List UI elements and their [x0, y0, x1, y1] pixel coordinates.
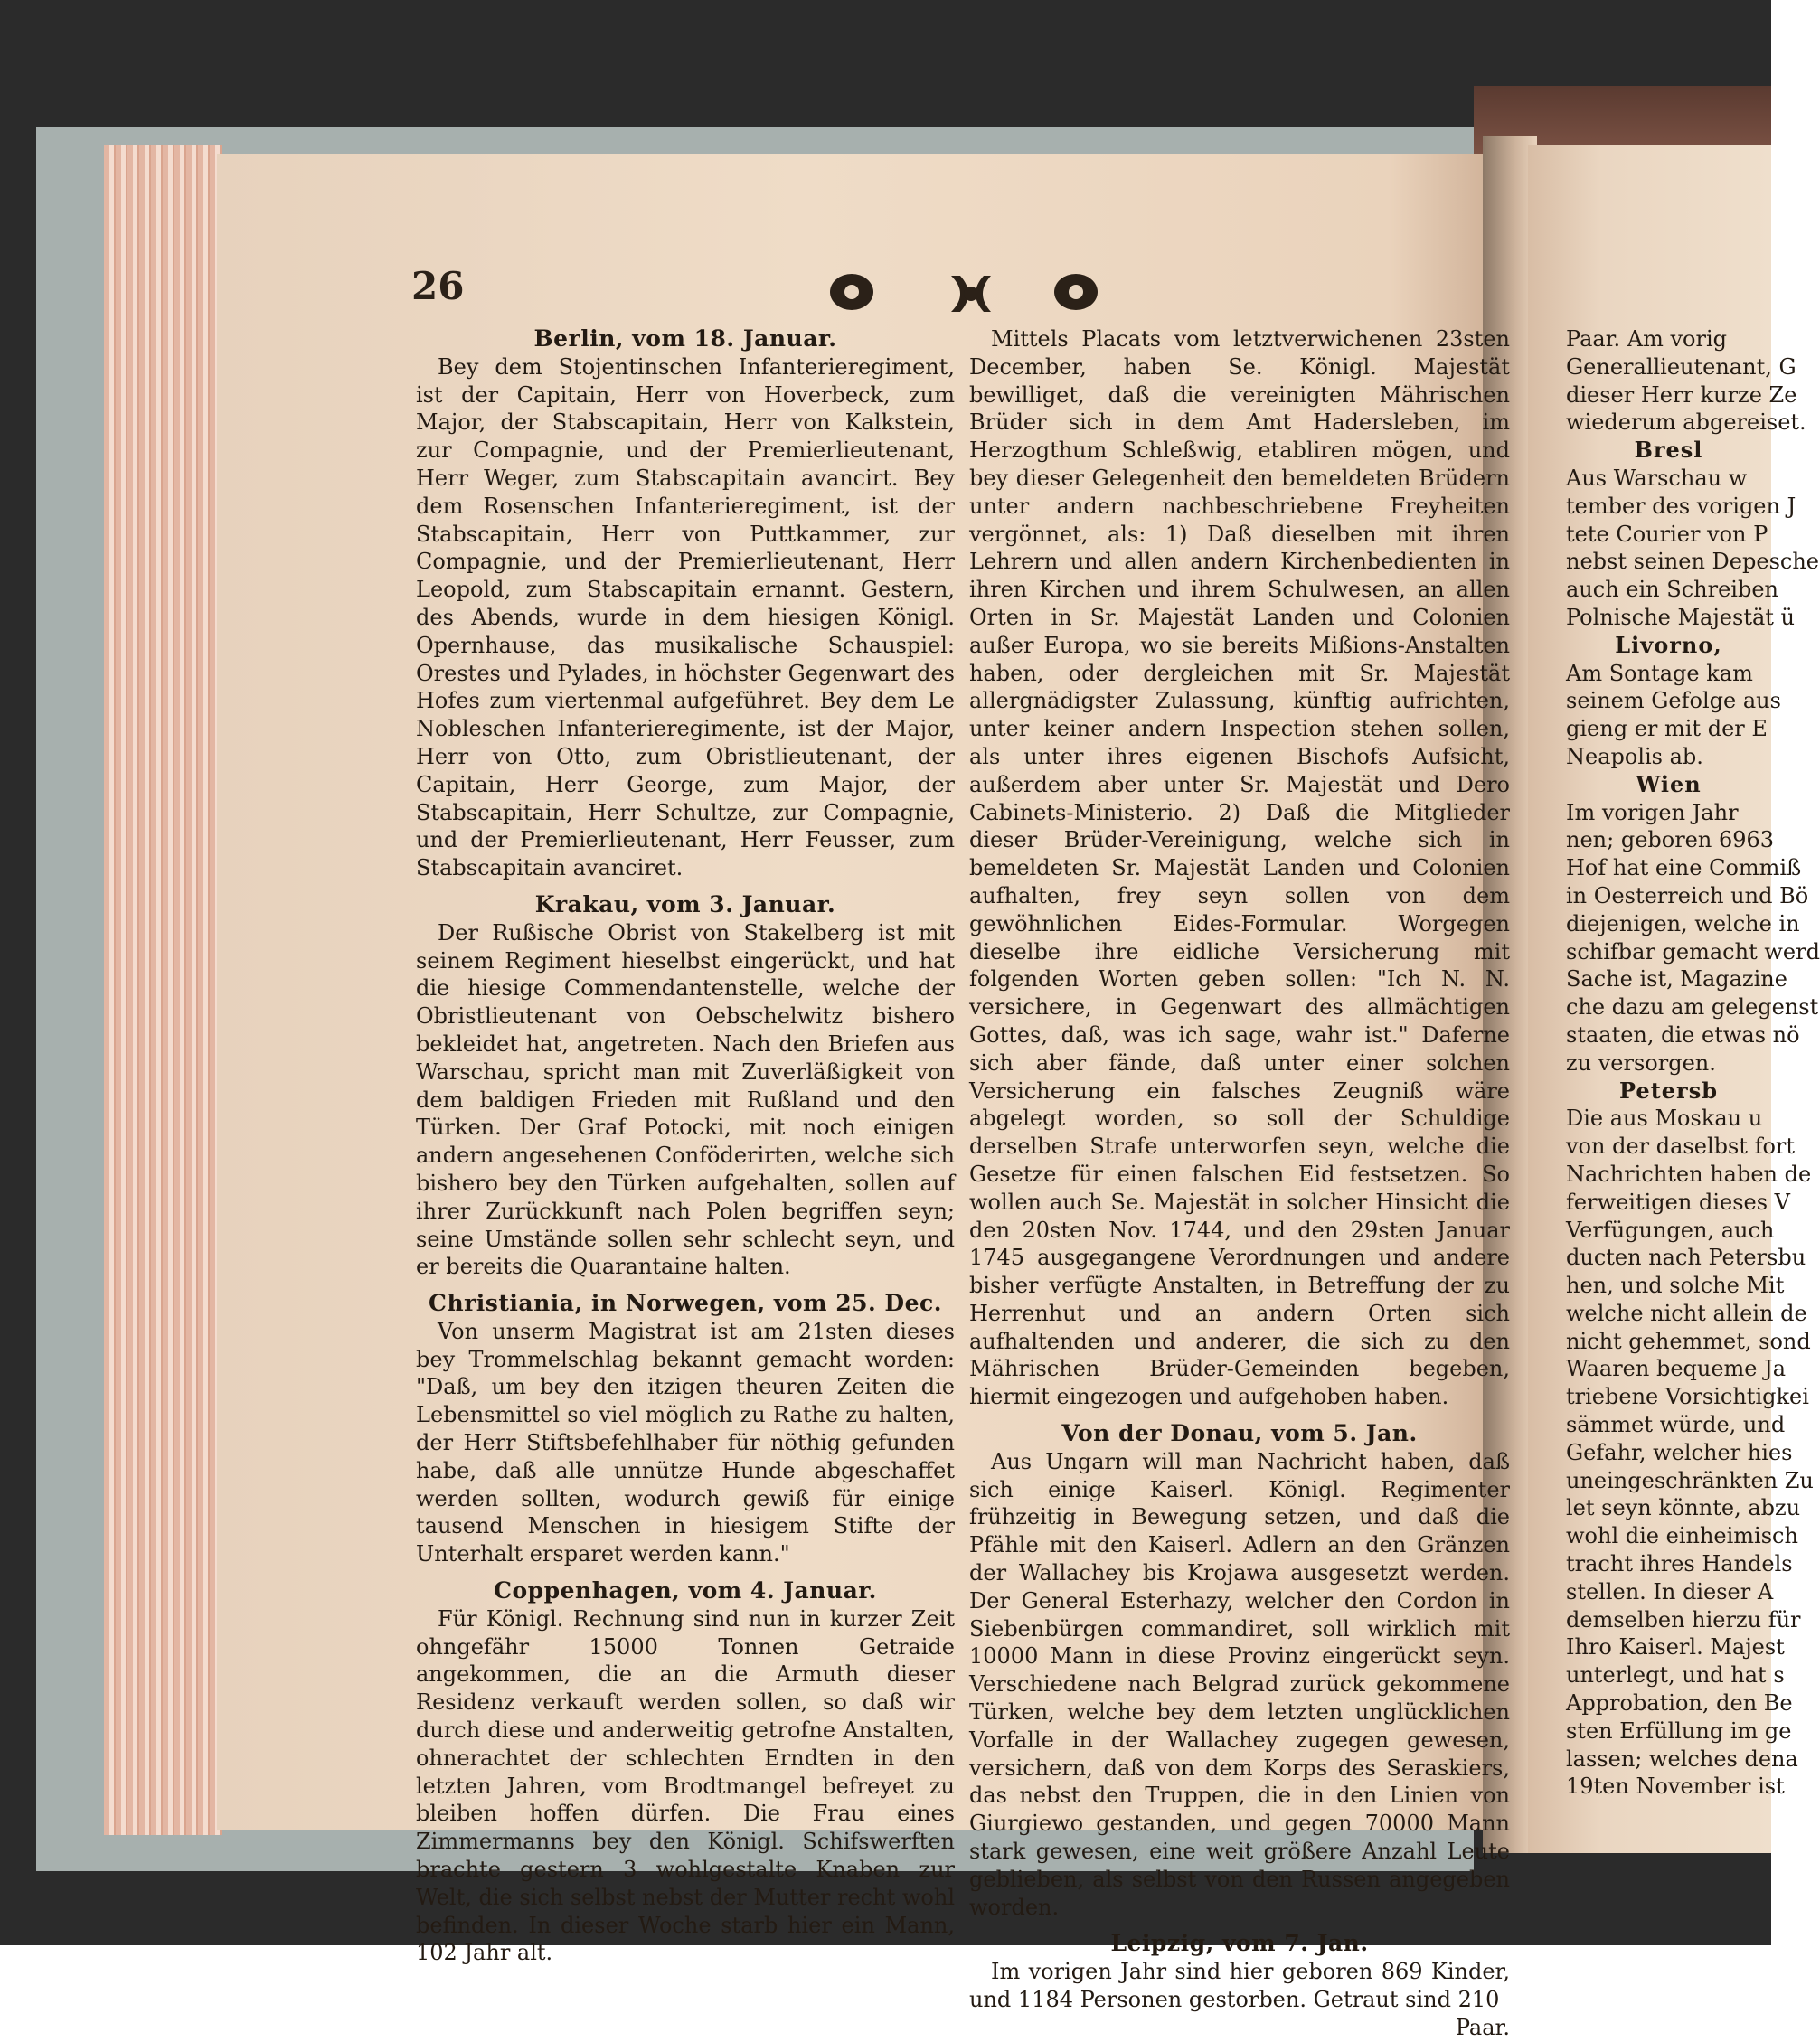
right-column-line: uneingeschränkten Zu	[1566, 1467, 1814, 1493]
right-column-line: schifbar gemacht werd	[1566, 938, 1820, 965]
article-christiania	[416, 1290, 955, 1568]
right-column-line: Livorno,	[1615, 631, 1722, 658]
right-column-line: nebst seinen Depesche	[1566, 549, 1819, 575]
right-column-line: che dazu am gelegenst	[1566, 994, 1819, 1021]
article-text: Der Rußische Obrist von Stakelberg ist mit seinem Regiment hieselbst eingerückt, und hat die hiesige Commendantenstelle, welche der Obristlieutenant von Oebschelwitz bishero bekleidet hat, angetreten. Nach den Briefen aus Warschau, spricht man mit Zuverläßigkeit von dem baldigen Frieden mit Rußland und den Türken. Der Graf Potocki, mit noch einigen andern angesehenen Conföderirten, welche sich bishero bey den Türken aufgehalten, sollen auf ihrer Zurückkunft nach Polen begriffen seyn; seine Umstände sollen sehr schlecht seyn, und er bereits die Quarantaine halten.	[416, 919, 955, 1280]
right-column-line: Hof hat eine Commiß	[1566, 855, 1802, 881]
article-heading: Leipzig, vom 7. Jan.	[1110, 1930, 1369, 1957]
right-column-line: Polnische Majestät ü	[1566, 604, 1796, 630]
right-column-line: von der daselbst fort	[1566, 1134, 1796, 1160]
article-text: Für Königl. Rechnung sind nun in kurzer Zeit ohngefähr 15000 Tonnen Getraide angekommen, die an die Armuth dieser Residenz verkauft werden sollen, so daß wir durch diese und anderweitig getrofne Anstalten, ohnerachtet der schlechten Erndten in den letzten Jahren, vom Brodtmangel befreyet zu bleiben hoffen dürfen. Die Frau eines Zimmermanns bey den Königl. Schifswerften brachte gestern 3 wohlgestalte Knaben zur Welt, die sich selbst nebst der Mutter recht wohl befinden. In dieser Woche starb hier ein Mann, 102 Jahr alt.	[416, 1605, 955, 1966]
right-column-line: Aus Warschau w	[1566, 465, 1748, 491]
right-column-line: Ihro Kaiserl. Majest	[1566, 1634, 1785, 1661]
article-donau	[969, 1420, 1510, 1921]
article-heading: Christiania, in Norwegen, vom 25. Dec.	[429, 1290, 942, 1317]
header-ornament	[825, 267, 1114, 321]
right-column-line: zu versorgen.	[1566, 1049, 1716, 1076]
right-column-line: sämmet würde, und	[1566, 1412, 1786, 1438]
right-column-line: nicht gehemmet, sond	[1566, 1328, 1811, 1354]
right-column-line: triebene Vorsichtigkei	[1566, 1384, 1809, 1410]
article-krakau	[416, 891, 955, 1281]
right-column-line: tete Courier von P	[1566, 521, 1768, 547]
right-column-line: ducten nach Petersbu	[1566, 1245, 1806, 1271]
right-column-line: Nachrichten haben de	[1566, 1161, 1812, 1187]
right-column-line: ferweitigen dieses V	[1566, 1189, 1790, 1215]
right-column-line: in Oesterreich und Bö	[1566, 882, 1809, 908]
article-leipzig	[969, 1930, 1510, 2013]
right-column-line: gieng er mit der E	[1566, 716, 1768, 742]
right-column-line: Approbation, den Be	[1566, 1690, 1793, 1717]
article-heading: Krakau, vom 3. Januar.	[534, 890, 836, 917]
right-column-line: sten Erfüllung im ge	[1566, 1717, 1792, 1744]
right-column-line: tracht ihres Handels	[1566, 1551, 1793, 1577]
right-column-line: auch ein Schreiben	[1566, 577, 1778, 603]
right-column-line: Generallieutenant, G	[1566, 353, 1796, 380]
right-column-line: Verfügungen, auch	[1566, 1217, 1775, 1243]
right-column-line: Paar. Am vorig	[1566, 326, 1728, 352]
article-text: Im vorigen Jahr sind hier geboren 869 Kinder, und 1184 Personen gestorben. Getraut sind 210	[969, 1959, 1510, 2013]
article-coppenhagen	[416, 1577, 955, 1967]
right-column-line: let seyn könnte, abzu	[1566, 1495, 1801, 1521]
right-column-line: Neapolis ab.	[1566, 743, 1703, 769]
right-column-line: demselben hierzu für	[1566, 1606, 1801, 1633]
article-heading: Coppenhagen, vom 4. Januar.	[494, 1577, 877, 1604]
right-column-line: Gefahr, welcher hies	[1566, 1439, 1793, 1465]
catchword: Paar.	[1455, 2014, 1510, 2040]
article-heading: Von der Donau, vom 5. Jan.	[1061, 1420, 1418, 1447]
right-column-line: stellen. In dieser A	[1566, 1578, 1774, 1604]
right-column-line: Wien	[1636, 770, 1702, 797]
right-column-line: staaten, die etwas nö	[1566, 1021, 1800, 1048]
right-column-line: lassen; welches dena	[1566, 1746, 1798, 1772]
right-column-line: unterlegt, und hat s	[1566, 1662, 1785, 1689]
right-column-line: Im vorigen Jahr	[1566, 799, 1739, 825]
article-placat	[969, 325, 1510, 1411]
right-column-line: seinem Gefolge aus	[1566, 688, 1781, 714]
article-text: Aus Ungarn will man Nachricht haben, daß sich einige Kaiserl. Königl. Regimenter frühzeitig in Bewegung setzen, und daß die Pfähle mit den Kaiserl. Adlern an den Gränzen der Wallachey bis Krojawa ausgesetzt werden. Der General Esterhazy, welcher den Cordon in Siebenbürgen commandiret, soll wirklich mit 10000 Mann in diese Provinz eingerückt seyn. Verschiedene nach Belgrad zurück gekommene Türken, welche bey dem letzten unglücklichen Vorfalle in der Wallachey zugegen gewesen, versichern, daß von dem Korps des Seraskiers, das nebst den Truppen, die in den Linien von Giurgiewo gestanden, und gegen 70000 Mann stark gewesen, eine weit größere Anzahl Leute geblieben, als selbst von den Russen angegeben worden.	[969, 1448, 1510, 1920]
right-column-line: Am Sontage kam	[1566, 660, 1753, 686]
right-column-line: Waaren bequeme Ja	[1566, 1356, 1787, 1382]
left-column	[416, 325, 955, 1976]
right-column-line: dieser Herr kurze Ze	[1566, 381, 1797, 408]
article-text: Mittels Placats vom letztverwichenen 23sten December, haben Se. Königl. Majestät bewilliget, daß die vereinigten Mährischen Brüder sich in dem Amt Hadersleben, im Herzogthum Schleßwig, etabliren mögen, und bey dieser Gelegenheit den bemeldeten Brüdern unter andern nachbeschriebene Freyheiten vergönnet, als: 1) Daß dieselben mit ihren Lehrern und allen andern Kirchenbedienten in ihren Kirchen und ihrem Schulwesen, an allen Orten in Sr. Majestät Landen und Colonien außer Europa, wo sie bereits Mißions-Anstalten haben, oder dergleichen mit Sr. Majestät allergnädigster Zulassung, künftig aufrichten, unter keiner andern Inspection stehen sollen, als unter ihres eigenen Bischofs Aufsicht, außerdem aber unter Sr. Majestät und Dero Cabinets-Ministerio. 2) Daß die Mitglieder dieser Brüder-Vereinigung, welche sich in bemeldeten Sr. Majestät Landen und Colonien aufhalten, frey seyn sollen von dem gewöhnlichen Eides-Formular. Worgegen dieselbe ihre eidliche Versicherung mit folgenden Worten geben sollen: "Ich N. N. versichere, in Gegenwart des allmächtigen Gottes, daß, was ich sage, wahr ist." Daferne sich aber fände, daß unter einer solchen Versicherung ein falsches Zeugniß wäre abgelegt worden, so soll der Schuldige derselben Strafe unterworfen seyn, welche die Gesetze für einen falschen Eid festsetzen. So wollen auch Se. Majestät in solcher Hinsicht die den 20sten Nov. 1744, und den 29sten Januar 1745 ausgegangene Verordnungen und andere bisher verfügte Anstalten, in Betreffung der zu Herrenhut und an andern Orten sich aufhaltenden und anderer, die sich zu den Mährischen Brüder-Gemeinden begeben, hiermit eingezogen und aufgehoben haben.	[969, 326, 1510, 1410]
article-berlin	[416, 325, 955, 882]
right-column-line: tember des vorigen J	[1566, 493, 1796, 519]
right-column-line: Sache ist, Magazine	[1566, 966, 1787, 993]
middle-column	[969, 325, 1510, 2042]
right-column-line: 19ten November ist	[1566, 1774, 1785, 1800]
right-column-line: Bresl	[1634, 437, 1703, 464]
right-column-cropped	[1566, 325, 1820, 1801]
page-edges	[104, 145, 222, 1835]
right-column-line: hen, und solche Mit	[1566, 1273, 1785, 1299]
right-column-line: Die aus Moskau u	[1566, 1106, 1763, 1132]
right-column-line: diejenigen, welche in	[1566, 910, 1800, 936]
right-column-line: wohl die einheimisch	[1566, 1523, 1798, 1549]
article-heading: Berlin, vom 18. Januar.	[533, 325, 837, 352]
article-text: Bey dem Stojentinschen Infanterieregiment, ist der Capitain, Herr von Hoverbeck, zum Major, der Stabscapitain, Herr von Kalkstein, zur Compagnie, und der Premierlieutenant, Herr Weger, zum Stabscapitain avancirt. Bey dem Rosenschen Infanterieregiment, ist der Stabscapitain, Herr von Puttkammer, zur Compagnie, und der Premierlieutenant, Herr Leopold, zum Stabscapitain ernannt. Gestern, des Abends, wurde in dem hiesigen Königl. Opernhause, das musikalische Schauspiel: Orestes und Pylades, in höchster Gegenwart des Hofes zum viertenmal aufgeführet. Bey dem Le Nobleschen Infanterieregimente, ist der Major, Herr von Otto, zum Obristlieutenant, der Capitain, Herr George, zum Major, der Stabscapitain, Herr Schultze, zur Compagnie, und der Premierlieutenant, Herr Feusser, zum Stabscapitain avanciret.	[416, 353, 955, 881]
article-text: Von unserm Magistrat ist am 21sten dieses bey Trommelschlag bekannt gemacht worden: "Daß, um bey den itzigen theuren Zeiten die Lebensmittel so viel möglich zu Rathe zu halten, der Herr Stiftsbefehlhaber für nöthig gefunden habe, daß alle unnütze Hunde abgeschaffet werden sollten, wodurch gewiß für einige tausend Menschen in hiesigem Stifte der Unterhalt ersparet werden kann."	[416, 1318, 955, 1567]
right-column-line: wiederum abgereiset.	[1566, 409, 1806, 436]
right-column-line: welche nicht allein de	[1566, 1300, 1807, 1326]
right-column-line: nen; geboren 6963	[1566, 827, 1775, 853]
page-number: 26	[411, 264, 465, 308]
right-column-line: Petersb	[1619, 1077, 1718, 1104]
